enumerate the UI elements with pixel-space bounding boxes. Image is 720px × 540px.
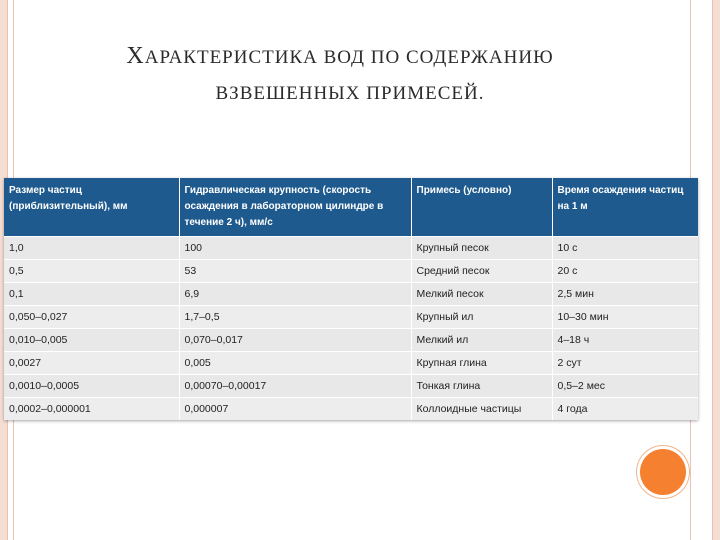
table-row (4, 352, 698, 375)
particles-table (4, 178, 698, 420)
cell-settling-time: 4 года (552, 398, 698, 421)
cell-particle-size: 0,0027 (4, 352, 179, 375)
decorative-orange-circle (640, 449, 686, 495)
cell-impurity: Крупный песок (411, 237, 552, 260)
table-row (4, 306, 698, 329)
cell-impurity: Крупная глина (411, 352, 552, 375)
cell-particle-size: 0,050–0,027 (4, 306, 179, 329)
cell-settling-time: 4–18 ч (552, 329, 698, 352)
slide-title-line-1: ХАРАКТЕРИСТИКА ВОД ПО СОДЕРЖАНИЮ (126, 43, 554, 69)
cell-impurity: Мелкий песок (411, 283, 552, 306)
cell-settling-time: 20 с (552, 260, 698, 283)
cell-hydraulic-size: 0,000007 (179, 398, 411, 421)
cell-settling-time: 10–30 мин (552, 306, 698, 329)
particles-table-container (4, 178, 698, 420)
cell-particle-size: 0,0010–0,0005 (4, 375, 179, 398)
slide-frame-right (712, 0, 720, 540)
cell-settling-time: 10 с (552, 237, 698, 260)
table-row (4, 375, 698, 398)
table-row (4, 329, 698, 352)
cell-impurity: Средний песок (411, 260, 552, 283)
header-hydraulic-size: Гидравлическая крупность (скорость осаждения в лабораторном цилиндре в течение 2 ч), мм/с (179, 178, 411, 237)
cell-settling-time: 2 сут (552, 352, 698, 375)
cell-settling-time: 0,5–2 мес (552, 375, 698, 398)
cell-particle-size: 0,1 (4, 283, 179, 306)
table-row (4, 283, 698, 306)
cell-impurity: Мелкий ил (411, 329, 552, 352)
cell-impurity: Тонкая глина (411, 375, 552, 398)
cell-particle-size: 1,0 (4, 237, 179, 260)
cell-hydraulic-size: 0,070–0,017 (179, 329, 411, 352)
cell-particle-size: 0,010–0,005 (4, 329, 179, 352)
table-header-row (4, 178, 698, 237)
cell-settling-time: 2,5 мин (552, 283, 698, 306)
cell-hydraulic-size: 0,00070–0,00017 (179, 375, 411, 398)
cell-impurity: Крупный ил (411, 306, 552, 329)
table-row (4, 237, 698, 260)
slide-title-line-2: ВЗВЕШЕННЫХ ПРИМЕСЕЙ. (215, 83, 485, 104)
cell-hydraulic-size: 0,005 (179, 352, 411, 375)
header-particle-size: Размер частиц (приблизительный), мм (4, 178, 179, 237)
cell-hydraulic-size: 1,7–0,5 (179, 306, 411, 329)
header-settling-time: Время осаждения частиц на 1 м (552, 178, 698, 237)
cell-particle-size: 0,5 (4, 260, 179, 283)
cell-hydraulic-size: 100 (179, 237, 411, 260)
cell-particle-size: 0,0002–0,000001 (4, 398, 179, 421)
cell-hydraulic-size: 6,9 (179, 283, 411, 306)
slide-title (40, 38, 640, 112)
table-row (4, 260, 698, 283)
header-impurity: Примесь (условно) (411, 178, 552, 237)
cell-hydraulic-size: 53 (179, 260, 411, 283)
table-row (4, 398, 698, 421)
cell-impurity: Коллоидные частицы (411, 398, 552, 421)
